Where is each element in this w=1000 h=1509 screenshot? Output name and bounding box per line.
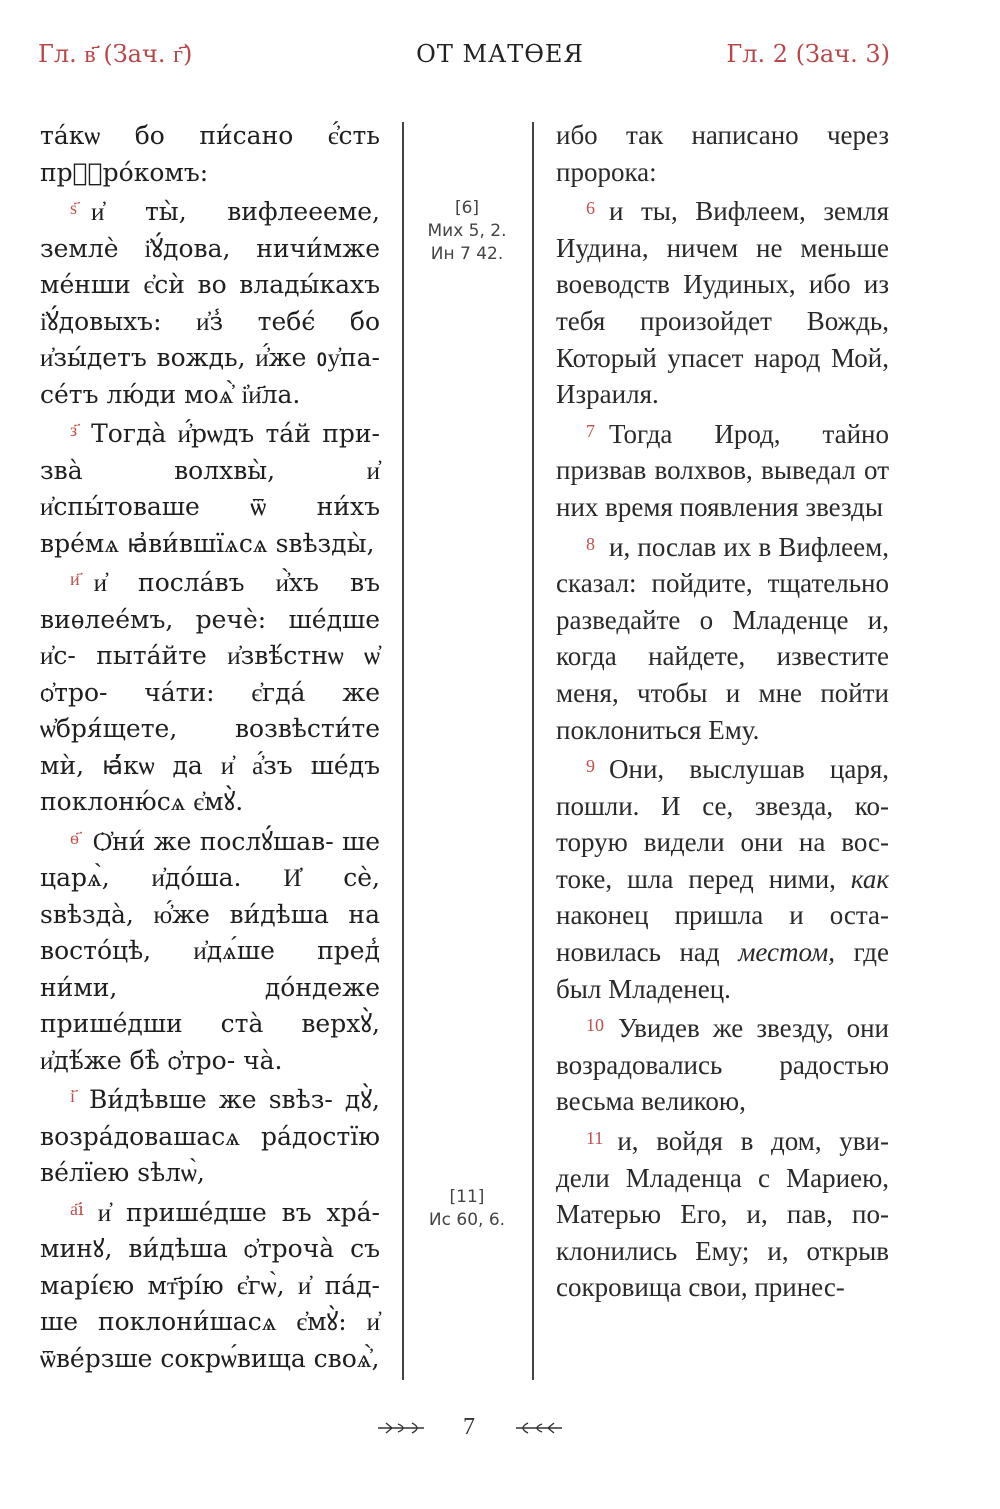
- slavonic-verse: $^{і҃}$ Ви́дѣвше же ѕвѣз- дꙋ̀, возра́довашасѧ ра́достїю ве́лїею ѕѣлѡ̀,: [40, 1085, 380, 1187]
- slavonic-verse: $^{з҃}$ Тогда̀ и҆́рѡдъ та́й при- зва̀ волхвы̀, и҆ и҆спы́товаше ѿ ни́хъ вре́мѧ ꙗ҆ви́вшїѧсѧ ѕвѣзды̀,: [40, 419, 380, 558]
- russian-verse: $^{10}$ Увидев же звезду, они возрадовались радостью весьма великою,: [556, 1013, 889, 1117]
- column-divider-right: [532, 122, 534, 1380]
- verse-number: 11: [586, 1128, 604, 1149]
- page-number: 7: [463, 1414, 475, 1440]
- russian-verse: $^{11}$ и, войдя в дом, увидели Младенца с Мариею, Матерью Его, и, пав, поклонились Ему; и, открыв сокровища свои, принес-: [556, 1126, 889, 1303]
- page-footer: [0, 1414, 1000, 1444]
- slavonic-column: [40, 118, 380, 1377]
- verse-number: 7: [586, 420, 595, 441]
- verse-number: 10: [586, 1015, 604, 1036]
- verse-number: ѕ҃: [70, 198, 78, 219]
- russian-verse: $^7$ Тогда Ирод, тайно призвав волхвов, выведал от них время появления звезды: [556, 418, 889, 522]
- slavonic-verse: $^{ѳ҃}$ Ѻ҆ни́ же послꙋ́шав- ше царѧ̀, и҆до́ша. И҆ сѐ, ѕвѣзда̀, ю҆́же ви́дѣша на восто́цѣ, и҆дѧ́ше пред̾ ни́ми, до́ндеже прише́дши ста̀ верхꙋ̀, и҆дѣ́же бѣ̀ ѻ҆тро- ча̀.: [40, 826, 380, 1075]
- verse-number: ѳ҃: [70, 827, 79, 849]
- cross-reference-11: [11] Ис 60, 6.: [428, 1187, 506, 1230]
- slavonic-verse: та́кѡ бо пи́сано є҆́сть прⷪ҇ро́комъ:: [40, 121, 380, 187]
- running-head-left: Гл. в҃ (Зач. г҃): [38, 40, 193, 68]
- slavonic-verse: $^{а҃і}$ и҆ прише́дше въ хра́- минꙋ, ви́дѣша ѻ҆троча̀ съ марі́єю мт҃рі́ю є҆гѡ̀, и҆ па́д- ше поклони́шасѧ є҆мꙋ̀: и҆ ѿве́рзше сокрѡ́вища своѧ҆̀,: [40, 1197, 380, 1373]
- verse-number: 6: [586, 198, 595, 219]
- verse-number: з҃: [70, 420, 78, 441]
- slavonic-verse: $^{ѕ҃}$ и҆ ты̀, вифлеееме, землѐ і҆ꙋ́дова, ничи́мже ме́нши є҆сѝ во влады́кахъ і҆ꙋ́довыхъ: и҆з̾ тебє́ бо и҆зы́детъ вождь, и҆́же ᲂу҆па- се́тъ лю́ди моѧ҆̀ і҆и҃ла.: [40, 197, 380, 409]
- russian-column: [556, 117, 889, 1306]
- running-head-title: ОТ МАТѲЕЯ: [416, 40, 584, 68]
- verse-number: и҃: [70, 569, 80, 590]
- russian-verse: ибо так написано через пророка:: [556, 120, 889, 187]
- russian-verse: $^9$ Они, выслушав царя, пошли. И се, звезда, которую видели они на востоке, шла перед ними, как наконец пришла и остановилась над местом, где был Младенец.: [556, 754, 890, 1004]
- russian-verse: $^8$ и, послав их в Вифлеем, сказал: пойдите, тщательно разведайте о Младенце и, когда найдете, известите меня, чтобы и мне пойти поклониться Ему.: [556, 531, 889, 745]
- russian-verse: $^6$ и ты, Вифлеем, земля Иудина, ничем не меньше воеводств Иудиных, ибо из тебя произойдет Вождь, Который упасет народ Мой, Израиля.: [556, 196, 889, 410]
- verse-number: і҃: [70, 1086, 76, 1107]
- cross-reference-6: [6] Мих 5, 2. Ин 7 42.: [427, 198, 507, 264]
- ornament-right-icon: [514, 1420, 562, 1436]
- verse-number: а҃і: [70, 1198, 84, 1220]
- verse-number: 9: [586, 756, 595, 777]
- running-head-right: Гл. 2 (Зач. 3): [726, 40, 890, 68]
- verse-number: 8: [586, 533, 595, 554]
- slavonic-verse: $^{и҃}$ и҆ посла́въ и҆̀хъ въ виѳлее́мъ, речѐ: ше́дше и҆с- пыта́йте и҆звѣ́стнѡ ѡ҆ ѻ҆тро- ча́ти: є҆гда́ же ѡ҆бря́щете, возвѣсти́те мѝ, ꙗ҆́кѡ да и҆ а҆́зъ ше́дъ поклоню́сѧ є҆мꙋ̀.: [40, 568, 380, 816]
